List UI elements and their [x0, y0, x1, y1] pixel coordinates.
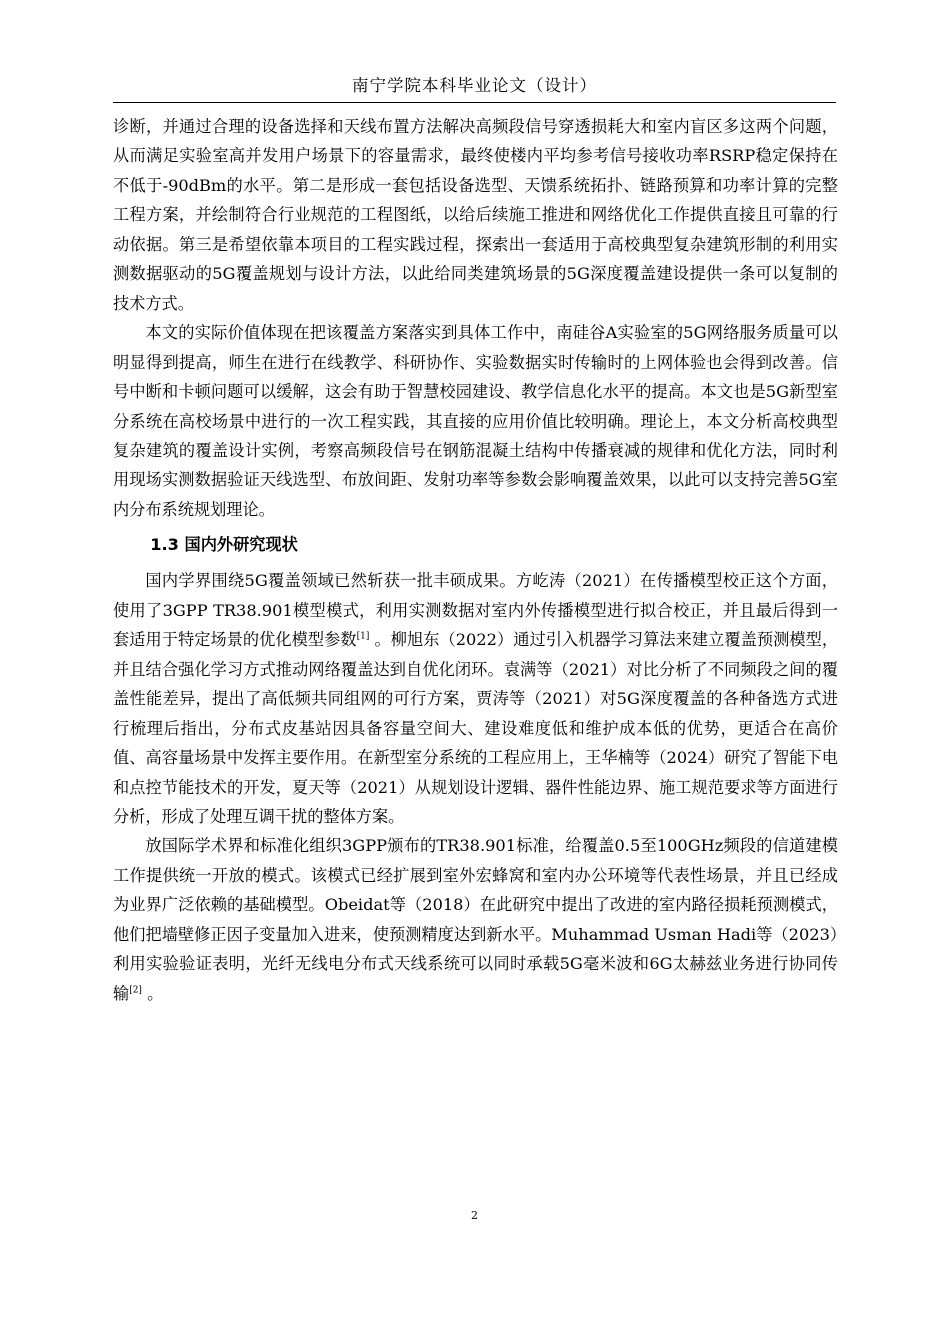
citation-ref: [1] — [356, 631, 370, 642]
paragraph-text: 。 — [141, 983, 164, 1003]
header-divider — [113, 102, 836, 103]
paragraph-international-research — [113, 831, 838, 1008]
paragraph-text: 国内学界围绕5G覆盖领域已然斩获一批丰硕成果。方屹涛（2021）在传播模型校正这个方面，使用了3GPP TR38.901模型模式，利用实测数据对室内外传播模型进行拟合校正，并且最后得到一套适用于特定场景的优化模型参数 — [113, 571, 838, 650]
page-number: 2 — [471, 1209, 478, 1222]
page-body — [113, 112, 838, 1008]
section-heading: 1.3 国内外研究现状 — [150, 535, 298, 555]
running-header: 南宁学院本科毕业论文（设计） — [352, 76, 597, 95]
paragraph-significance: 本文的实际价值体现在把该覆盖方案落实到具体工作中，南硅谷A实验室的5G网络服务质量可以明显得到提高，师生在进行在线教学、科研协作、实验数据实时传输时的上网体验也会得到改善。信号中断和卡顿问题可以缓解，这会有助于智慧校园建设、教学信息化水平的提高。本文也是5G新型室分系统在高校场景中进行的一次工程实践，其直接的应用价值比较明确。理论上，本文分析高校典型复杂建筑的覆盖设计实例，考察高频段信号在钢筋混凝土结构中传播衰减的规律和优化方法，同时利用现场实测数据验证天线选型、布放间距、发射功率等参数会影响覆盖效果，以此可以支持完善5G室内分布系统规划理论。 — [113, 323, 838, 519]
paragraph-text: 放国际学术界和标准化组织3GPP颁布的TR38.901标准，给覆盖0.5至100GHz频段的信道建模工作提供统一开放的模式。该模式已经扩展到室外宏蜂窝和室内办公环境等代表性场景，并且已经成为业界广泛依赖的基础模型。Obeidat等（2018）在此研究中提出了改进的室内路径损耗预测模式，他们把墙壁修正因子变量加入进来，使预测精度达到新水平。Muhammad Usman Hadi等（2023）利用实验验证表明，光纤无线电分布式天线系统可以同时承载5G毫米波和6G太赫兹业务进行协同传输 — [113, 836, 838, 1003]
paragraph-domestic-research — [113, 566, 838, 831]
paragraph-objectives-continued: 诊断，并通过合理的设备选择和天线布置方法解决高频段信号穿透损耗大和室内盲区多这两个问题，从而满足实验室高并发用户场景下的容量需求，最终使楼内平均参考信号接收功率RSRP稳定保持在不低于-90dBm的水平。第二是形成一套包括设备选型、天馈系统拓扑、链路预算和功率计算的完整工程方案，并绘制符合行业规范的工程图纸，以给后续施工推进和网络优化工作提供直接且可靠的行动依据。第三是希望依靠本项目的工程实践过程，探索出一套适用于高校典型复杂建筑形制的利用实测数据驱动的5G覆盖规划与设计方法，以此给同类建筑场景的5G深度覆盖建设提供一条可以复制的技术方式。 — [113, 117, 838, 313]
paragraph-text: 。柳旭东（2022）通过引入机器学习算法来建立覆盖预测模型，并且结合强化学习方式推动网络覆盖达到自优化闭环。袁满等（2021）对比分析了不同频段之间的覆盖性能差异，提出了高低频共同组网的可行方案，贾涛等（2021）对5G深度覆盖的各种备选方式进行梳理后指出，分布式皮基站因具备容量空间大、建设难度低和维护成本低的优势，更适合在高价值、高容量场景中发挥主要作用。在新型室分系统的工程应用上，王华楠等（2024）研究了智能下电和点控节能技术的开发，夏天等（2021）从规划设计逻辑、器件性能边界、施工规范要求等方面进行分析，形成了处理互调干扰的整体方案。 — [113, 630, 839, 826]
citation-ref: [2] — [129, 985, 142, 996]
